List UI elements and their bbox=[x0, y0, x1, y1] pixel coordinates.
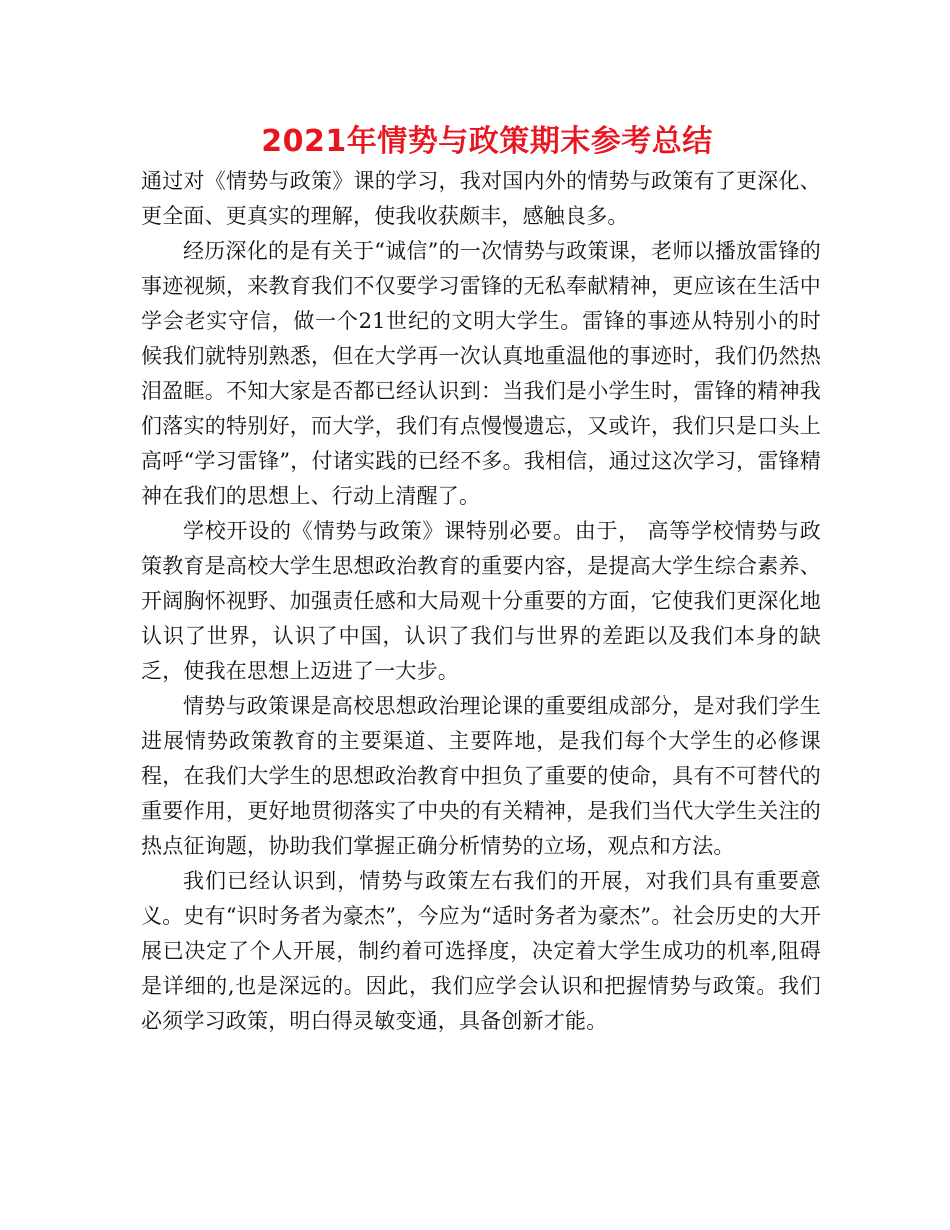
paragraph-2: 经历深化的是有关于“诚信”的一次情势与政策课，老师以播放雷锋的事迹视频，来教育我们不仅要学习雷锋的无私奉献精神，更应该在生活中学会老实守信，做一个21世纪的文明大学生。雷锋的事迹从特别小的时候我们就特别熟悉，但在大学再一次认真地重温他的事迹时，我们仍然热泪盈眶。不知大家是否都已经认识到：当我们是小学生时，雷锋的精神我们落实的特别好，而大学，我们有点慢慢遗忘，又或许，我们只是口头上高呼“学习雷锋”，付诸实践的已经不多。我相信，通过这次学习，雷锋精神在我们的思想上、行动上清醒了。 bbox=[141, 239, 821, 508]
document-page bbox=[141, 120, 821, 1039]
paragraph-3: 学校开设的《情势与政策》课特别必要。由于， 高等学校情势与政策教育是高校大学生思想政治教育的重要内容，是提高大学生综合素养、开阔胸怀视野、加强责任感和大局观十分重要的方面，它使我们更深化地认识了世界，认识了中国，认识了我们与世界的差距以及我们本身的缺乏，使我在思想上迈进了一大步。 bbox=[141, 519, 821, 683]
paragraph-4: 情势与政策课是高校思想政治理论课的重要组成部分，是对我们学生进展情势政策教育的主要渠道、主要阵地，是我们每个大学生的必修课程，在我们大学生的思想政治教育中担负了重要的使命，具有不可替代的重要作用，更好地贯彻落实了中央的有关精神，是我们当代大学生关注的热点征询题，协助我们掌握正确分析情势的立场，观点和方法。 bbox=[141, 694, 821, 858]
paragraph-1: 通过对《情势与政策》课的学习，我对国内外的情势与政策有了更深化、更全面、更真实的理解，使我收获颇丰，感触良多。 bbox=[141, 169, 821, 228]
paragraph-5: 我们已经认识到，情势与政策左右我们的开展，对我们具有重要意义。史有“识时务者为豪杰”，今应为“适时务者为豪杰”。社会历史的大开展已决定了个人开展，制约着可选择度，决定着大学生成功的机率,阻碍是详细的,也是深远的。因此，我们应学会认识和把握情势与政策。我们必须学习政策，明白得灵敏变通，具备创新才能。 bbox=[141, 869, 821, 1033]
document-title: 2021年情势与政策期末参考总结 bbox=[261, 124, 713, 159]
